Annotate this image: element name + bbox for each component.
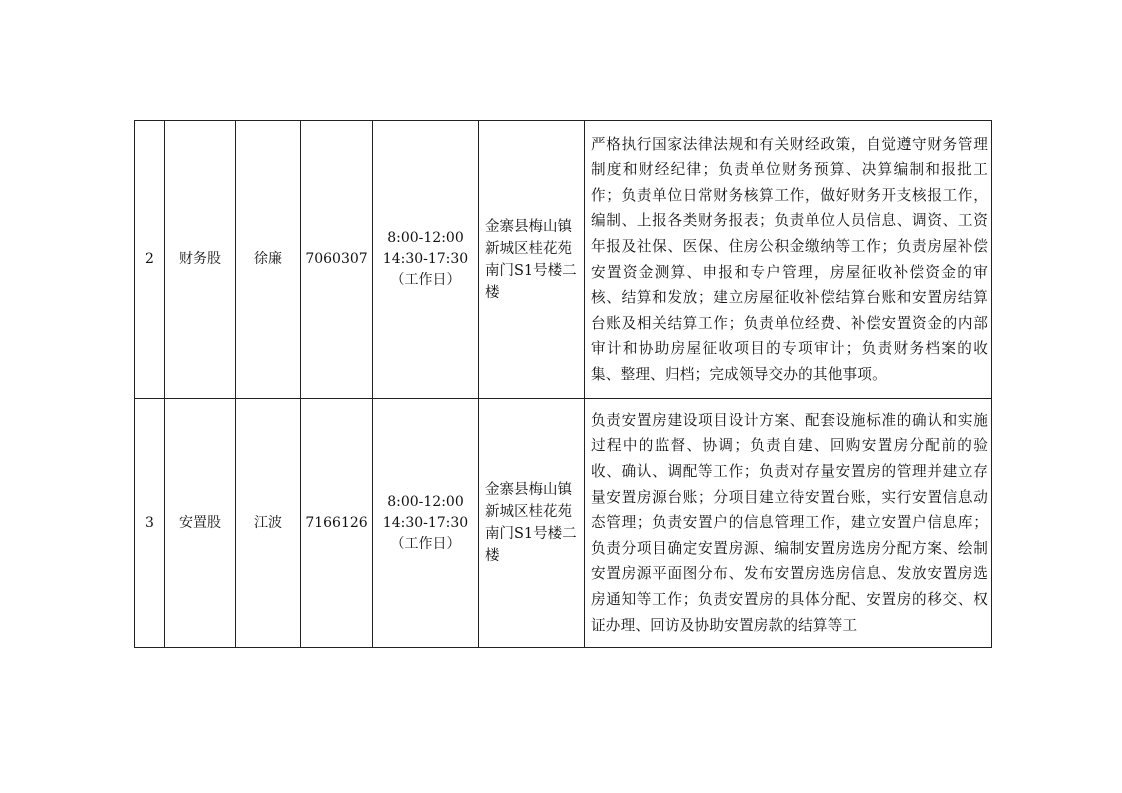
row-number: 3 [135, 399, 165, 648]
hours-note: （工作日） [390, 535, 461, 552]
office-address: 金寨县梅山镇新城区桂花苑南门S1号楼二楼 [479, 121, 585, 399]
hours-morning: 8:00-12:00 [387, 493, 464, 510]
table-row [135, 121, 992, 399]
table-row [135, 399, 992, 648]
office-hours [373, 399, 479, 648]
office-hours [373, 121, 479, 399]
responsibilities-text: 负责安置房建设项目设计方案、配套设施标准的确认和实施过程中的监督、协调；负责自建、回购安置房分配前的验收、确认、调配等工作；负责对存量安置房的管理并建立存量安置房源台账；分项目建立待安置台账，实行安置信息动态管理；负责安置户的信息管理工作，建立安置户信息库；负责分项目确定安置房源、编制安置房选房分配方案、绘制安置房源平面图分布、发布安置房选房信息、发放安置房选房通知等工作；负责安置房的具体分配、安置房的移交、权证办理、回访及协助安置房款的结算等工 [585, 399, 992, 648]
department-table [134, 120, 992, 648]
office-address: 金寨县梅山镇新城区桂花苑南门S1号楼二楼 [479, 399, 585, 648]
contact-person: 徐廉 [236, 121, 301, 399]
responsibilities-text: 严格执行国家法律法规和有关财经政策，自觉遵守财务管理制度和财经纪律；负责单位财务预算、决算编制和报批工作；负责单位日常财务核算工作，做好财务开支核报工作，编制、上报各类财务报表；负责单位人员信息、调资、工资年报及社保、医保、住房公积金缴纳等工作；负责房屋补偿安置资金测算、申报和专户管理，房屋征收补偿资金的审核、结算和发放；建立房屋征收补偿结算台账和安置房结算台账及相关结算工作；负责单位经费、补偿安置资金的内部审计和协助房屋征收项目的专项审计；负责财务档案的收集、整理、归档；完成领导交办的其他事项。 [585, 121, 992, 399]
contact-person: 江波 [236, 399, 301, 648]
phone-number: 7060307 [301, 121, 373, 399]
hours-note: （工作日） [390, 272, 461, 288]
row-number: 2 [135, 121, 165, 399]
department-name: 财务股 [165, 121, 236, 399]
hours-morning: 8:00-12:00 [387, 230, 464, 246]
hours-afternoon: 14:30-17:30 [382, 251, 469, 267]
department-name: 安置股 [165, 399, 236, 648]
phone-number: 7166126 [301, 399, 373, 648]
hours-afternoon: 14:30-17:30 [382, 514, 469, 531]
